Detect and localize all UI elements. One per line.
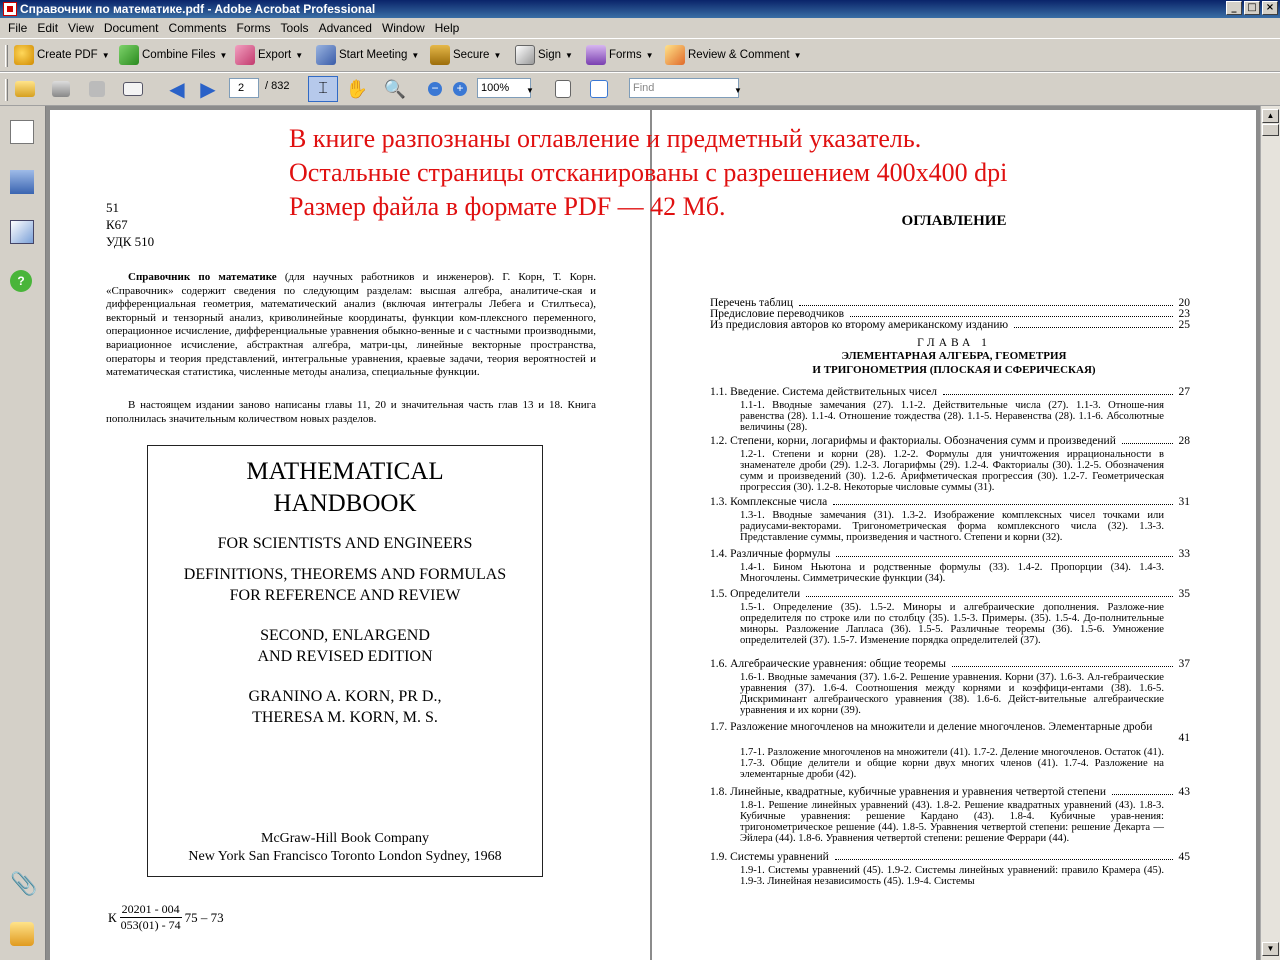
toc-leader — [836, 548, 1172, 557]
toc-leader — [943, 386, 1173, 395]
toc-leader — [799, 297, 1172, 306]
zoom-tool-button[interactable] — [384, 78, 406, 100]
menu-help[interactable]: Help — [434, 21, 460, 35]
find-input[interactable]: Find — [629, 78, 739, 98]
combine-files-label: Combine Files — [142, 49, 216, 61]
toc-section-entry[interactable] — [710, 386, 1190, 398]
zoom-in-button[interactable] — [449, 78, 471, 100]
zoom-out-button[interactable] — [424, 78, 446, 100]
maximize-button[interactable]: □ — [1244, 1, 1260, 15]
toc-entry-page: 27 — [1178, 386, 1190, 398]
toc-leader — [1112, 786, 1172, 795]
chapter-title-2: И ТРИГОНОМЕТРИЯ (ПЛОСКАЯ И СФЕРИЧЕСКАЯ) — [812, 364, 1096, 376]
abstract-paragraph — [106, 271, 596, 380]
toc-leader — [835, 851, 1173, 860]
find-dropdown-button[interactable] — [727, 79, 749, 101]
toolbar-grip[interactable] — [5, 79, 8, 101]
toc-entry-title: 1.4. Различные формулы — [710, 548, 831, 560]
export-icon — [235, 45, 255, 65]
attachments-button[interactable] — [10, 871, 38, 896]
menu-comments[interactable]: Comments — [168, 21, 227, 35]
toc-section-entry[interactable] — [710, 721, 1190, 744]
toc-entry-title: 1.5. Определители — [710, 588, 801, 600]
window-title: Справочник по математике.pdf - Adobe Acrobat Professional — [20, 2, 376, 16]
toc-entry-page: 37 — [1178, 658, 1190, 670]
review-comment-button[interactable]: Review & Comment ▼ — [665, 45, 802, 65]
box-edition-2: AND REVISED EDITION — [257, 648, 433, 665]
menu-document[interactable]: Document — [103, 21, 159, 35]
bookmarks-panel-button[interactable] — [10, 170, 34, 194]
menu-advanced[interactable]: Advanced — [318, 21, 372, 35]
toc-entry-page: 41 — [1178, 732, 1190, 744]
toc-section-entry[interactable] — [710, 435, 1190, 447]
abstract-title: Справочник по математике — [128, 271, 277, 283]
hand-icon: ✋ — [345, 78, 369, 99]
menu-tools[interactable]: Tools — [280, 21, 309, 35]
box-authors-1: GRANINO A. KORN, PR D., — [248, 688, 442, 705]
combine-files-icon — [119, 45, 139, 65]
overlay-line-1: В книге разпознаны оглавление и предметный указатель. — [289, 124, 922, 153]
code-bbk: 51 — [106, 200, 119, 215]
help-button[interactable] — [10, 270, 32, 292]
toc-entry-page: 20 — [1178, 297, 1190, 309]
page-count: / 832 — [265, 80, 290, 92]
abstract-note: В настоящем издании заново написаны главы 11, 20 и значительная часть глав 13 и 18. Книга пополнилась значительным количеством новых разделов. — [106, 399, 596, 425]
toc-front-entry[interactable] — [710, 319, 1190, 331]
toc-section-entry[interactable] — [710, 548, 1190, 560]
toc-subsection-list: 1.5-1. Определение (35). 1.5-2. Миноры и алгебраические дополнения. Разложе-ние определителя по строке или по столбцу (35). 1.5-3. Примеры. (35). 1.5-4. До-полнительные миноры. Разложение Лапласа (36). 1.5-5. Различные теоремы (36). 1.5-6. Умножение определителей (37). 1.5-7. Изменение порядка определителей (37). — [740, 602, 1164, 646]
chevron-down-icon: ▼ — [526, 85, 534, 95]
email-icon — [123, 82, 143, 96]
sign-button[interactable]: Sign ▼ — [515, 45, 573, 65]
toc-entry-page: 28 — [1178, 435, 1190, 447]
toc-leader — [1014, 319, 1172, 328]
box-def-1: DEFINITIONS, THEOREMS AND FORMULAS — [183, 566, 507, 583]
arrow-down-icon: ▼ — [1266, 944, 1275, 953]
menu-window[interactable]: Window — [381, 21, 425, 35]
save-button[interactable] — [86, 78, 108, 100]
box-subtitle: FOR SCIENTISTS AND ENGINEERS — [217, 535, 473, 552]
menu-view[interactable]: View — [68, 21, 94, 35]
toc-entry-page: 35 — [1178, 588, 1190, 600]
signatures-panel-button[interactable] — [10, 220, 34, 244]
scroll-thumb[interactable] — [1262, 124, 1279, 136]
toc-entry-title: Предисловие переводчиков — [710, 308, 845, 320]
overlay-note — [289, 122, 1007, 224]
toc-entry-title: 1.7. Разложение многочленов на множители и деление многочленов. Элементарные дроби — [710, 721, 1153, 733]
lock-icon — [430, 45, 450, 65]
toc-entry-title: 1.2. Степени, корни, логарифмы и факториалы. Обозначения сумм и произведений — [710, 435, 1116, 447]
overlay-line-3: Размер файла в формате PDF — 42 Мб. — [289, 192, 726, 221]
toc-section-entry[interactable] — [710, 851, 1190, 863]
start-meeting-label: Start Meeting — [339, 49, 408, 61]
minus-icon: − — [428, 82, 442, 96]
toc-section-entry[interactable] — [710, 496, 1190, 508]
toc-entry-title: 1.8. Линейные, квадратные, кубичные уравнения и уравнения четвертой степени — [710, 786, 1107, 798]
box-edition-1: SECOND, ENLARGEND — [260, 627, 430, 644]
zoom-level-select[interactable]: 100% — [477, 78, 531, 98]
arrow-right-icon: ▶ — [200, 78, 216, 101]
question-icon: ? — [17, 274, 25, 288]
chapter-number: ГЛАВА 1 — [917, 337, 991, 349]
paperclip-icon: 📎 — [10, 871, 38, 896]
fit-page-button[interactable] — [588, 78, 610, 100]
box-publisher-2: New York San Francisco Toronto London Sydney, 1968 — [188, 849, 502, 864]
secure-button[interactable]: Secure ▼ — [430, 45, 501, 65]
scroll-up-button[interactable] — [1262, 109, 1279, 123]
hand-tool-button[interactable] — [346, 78, 368, 100]
vertical-scrollbar[interactable] — [1260, 106, 1280, 960]
abstract-text: (для научных работников и инженеров). Г. Корн, Т. Корн. «Справочник» содержит сведения по следующим разделам: высшая алгебра, аналитиче-ская и дифференциальная геометрия, математический анализ (включая интегралы Лебега и Стилтьеса), векторный и тензорный анализ, криволинейные координаты, функции ком-плексного переменного, операционное исчисление, дифференциальные уравнения обыкно-венные и с частными производными, вариационное исчисление, абстрактная алгебра, матри-цы, линейные векторные пространства, операторы и теория представлений, интегральные уравнения, краевые задачи, теория вероятностей и математическая статистика, численные методы анализа, специальные функции. — [106, 271, 597, 379]
fraction-numerator: 20201 - 004 — [121, 902, 180, 916]
plus-icon: + — [453, 82, 467, 96]
box-publisher-1: McGraw-Hill Book Company — [261, 831, 429, 846]
toc-entry-page: 23 — [1178, 308, 1190, 320]
fraction-denominator: 053(01) - 74 — [120, 918, 181, 932]
cursor-icon: ⌶ — [318, 80, 328, 97]
sign-label: Sign — [538, 49, 562, 61]
right-page — [652, 110, 1256, 960]
arrow-left-icon: ◀ — [169, 78, 185, 101]
fraction-k: К — [108, 909, 117, 925]
toc-heading: ОГЛАВЛЕНИЕ — [901, 213, 1007, 229]
next-page-button[interactable] — [197, 78, 219, 100]
toc-entry-title: 1.6. Алгебраические уравнения: общие теоремы — [710, 658, 946, 670]
acrobat-icon — [3, 2, 17, 16]
printer-icon — [52, 81, 70, 97]
toc-subsection-list: 1.9-1. Системы уравнений (45). 1.9-2. Системы линейных уравнений: правило Крамера (45). 1.9-3. Линейная независимость (45). 1.9-4. Системы — [740, 865, 1164, 887]
toc-entry-title: 1.9. Системы уравнений — [710, 851, 829, 863]
comment-icon — [665, 45, 685, 65]
index-fraction — [108, 902, 224, 933]
secure-label: Secure — [453, 49, 490, 61]
overlay-line-2: Остальные страницы отсканированы с разрешением 400x400 dpi — [289, 158, 1008, 187]
forms-button[interactable]: Forms ▼ — [586, 45, 654, 65]
create-pdf-button[interactable]: Create PDF ▼ — [14, 45, 110, 65]
folder-icon — [15, 81, 35, 97]
combine-files-button[interactable]: Combine Files ▼ — [119, 45, 227, 65]
toc-subsection-list: 1.6-1. Вводные замечания (37). 1.6-2. Решение уравнения. Корни (37). 1.6-3. Ал-гебраические уравнения (37). 1.6-4. Соотношения между корнями и коэффици-ентами (38). 1.6-5. Дискриминант алгебраического уравнения (38). 1.6-6. Дейст-вительные алгебраические уравнения и их корни (39). — [740, 672, 1164, 716]
export-button[interactable]: Export ▼ — [235, 45, 303, 65]
open-button[interactable] — [14, 78, 36, 100]
scroll-down-button[interactable] — [1262, 942, 1279, 956]
toc-leader — [806, 588, 1172, 597]
toc-entry-title: Перечень таблиц — [710, 297, 794, 309]
toc-entry-page: 45 — [1178, 851, 1190, 863]
box-title-2: HANDBOOK — [273, 490, 417, 517]
left-page — [50, 110, 650, 960]
toc-subsection-list: 1.7-1. Разложение многочленов на множители (41). 1.7-2. Деление многочленов. Остаток (41). 1.7-3. Общие делители и общие корни двух многих членов (41). 1.7-4. Разложение на элементарные дроби (42). — [740, 747, 1164, 780]
toc-section-entry[interactable] — [710, 588, 1190, 600]
arrow-up-icon: ▲ — [1266, 111, 1275, 120]
menu-bar — [0, 18, 1280, 38]
toc-section-entry[interactable] — [710, 786, 1190, 798]
chapter-title-1: ЭЛЕМЕНТАРНАЯ АЛГЕБРА, ГЕОМЕТРИЯ — [841, 350, 1067, 362]
box-title-1: MATHEMATICAL — [246, 458, 444, 485]
actual-size-button[interactable] — [552, 78, 574, 100]
menu-file[interactable]: File — [8, 21, 28, 35]
toc-subsection-list: 1.4-1. Бином Ньютона и родственные формулы (33). 1.4-2. Пропорции (34). 1.4-3. Многочлены. Симметрические функции (34). — [740, 562, 1164, 584]
save-icon — [89, 81, 105, 97]
toc-entry-title: 1.3. Комплексные числа — [710, 496, 828, 508]
page-number-input[interactable]: 2 — [229, 78, 259, 98]
print-button[interactable] — [50, 78, 72, 100]
close-button[interactable]: × — [1262, 1, 1278, 15]
toc-entry-page: 25 — [1178, 319, 1190, 331]
toc-entry-page: 43 — [1178, 786, 1190, 798]
document-view — [46, 106, 1260, 960]
toc-entry-title: 1.1. Введение. Система действительных чисел — [710, 386, 937, 398]
toc-subsection-list: 1.3-1. Вводные замечания (31). 1.3-2. Изображение комплексных чисел точками или радиусами-векторами. Тригонометрическая форма комплексного числа (32). 1.3-3. Представление суммы, произведения и частного. Степени и корни (32). — [740, 510, 1164, 543]
start-meeting-button[interactable]: Start Meeting ▼ — [316, 45, 419, 65]
box-def-2: FOR REFERENCE AND REVIEW — [229, 587, 461, 604]
toc-entry-title: Из предисловия авторов ко второму американскому изданию — [710, 319, 1009, 331]
title-bar — [0, 0, 1280, 18]
select-tool-button[interactable] — [308, 76, 338, 102]
toc-subsection-list: 1.1-1. Вводные замечания (27). 1.1-2. Действительные числа (27). 1.1-3. Отноше-ния равенства (28). 1.1-4. Отношение тождества (28). 1.1-5. Неравенства (28). 1.1-6. Абсолютные величины (28). — [740, 400, 1164, 433]
toc-leader — [833, 496, 1172, 505]
forms-label: Forms — [609, 49, 642, 61]
code-k67: К67 — [106, 217, 128, 232]
create-pdf-label: Create PDF — [37, 49, 98, 61]
create-pdf-icon — [14, 45, 34, 65]
toc-entry-page: 31 — [1178, 496, 1190, 508]
navigation-pane — [0, 106, 46, 960]
meeting-icon — [316, 45, 336, 65]
toc-leader — [952, 658, 1173, 667]
zoom-dropdown-button[interactable] — [519, 79, 541, 101]
comments-panel-button[interactable] — [10, 922, 34, 946]
magnifier-icon: 🔍 — [383, 78, 407, 99]
minimize-button[interactable]: _ — [1226, 1, 1242, 15]
toc-subsection-list: 1.8-1. Решение линейных уравнений (43). 1.8-2. Решение квадратных уравнений (43). 1.8-3. Кубичные уравнения: решение Кардано (43). 1.8-4. Кубичные урав-нения: тригонометрическое решение (44). 1.8-5. Уравнения четвертой степени: решение Декарта — Эйлера (44). 1.8-6. Уравнения четвертой степени: решение Феррари (44). — [740, 800, 1164, 844]
page-icon — [555, 80, 571, 98]
box-authors-2: THERESA M. KORN, M. S. — [252, 709, 438, 726]
toc-entry-page: 33 — [1178, 548, 1190, 560]
chevron-down-icon: ▼ — [734, 85, 742, 95]
pages-panel-button[interactable] — [10, 120, 34, 144]
tasks-toolbar — [0, 38, 1280, 72]
review-comment-label: Review & Comment — [688, 49, 790, 61]
fraction-tail: 75 – 73 — [184, 909, 224, 925]
code-udk: УДК 510 — [106, 234, 155, 249]
forms-icon — [586, 45, 606, 65]
previous-page-button[interactable] — [166, 78, 188, 100]
export-label: Export — [258, 49, 292, 61]
toc-section-entry[interactable] — [710, 658, 1190, 670]
title-box — [147, 445, 543, 877]
menu-edit[interactable]: Edit — [37, 21, 59, 35]
fit-page-icon — [590, 80, 608, 98]
toc-subsection-list: 1.2-1. Степени и корни (28). 1.2-2. Формулы для уничтожения иррациональности в знаменателе дроби (29). 1.2-3. Логарифмы (29). 1.2-4. Факториалы (30). 1.2-5. Обозначения сумм и произведений (30). 1.2-6. Арифметическая прогрессия (30). 1.2-7. Геометрическая прогрессия (30). 1.2-8. Некоторые числовые суммы (31). — [740, 449, 1164, 493]
email-button[interactable] — [122, 78, 144, 100]
toc-leader — [1122, 435, 1173, 444]
menu-forms[interactable]: Forms — [236, 21, 271, 35]
toolbar-grip[interactable] — [5, 45, 8, 67]
pen-icon — [515, 45, 535, 65]
toc-leader — [850, 308, 1172, 317]
